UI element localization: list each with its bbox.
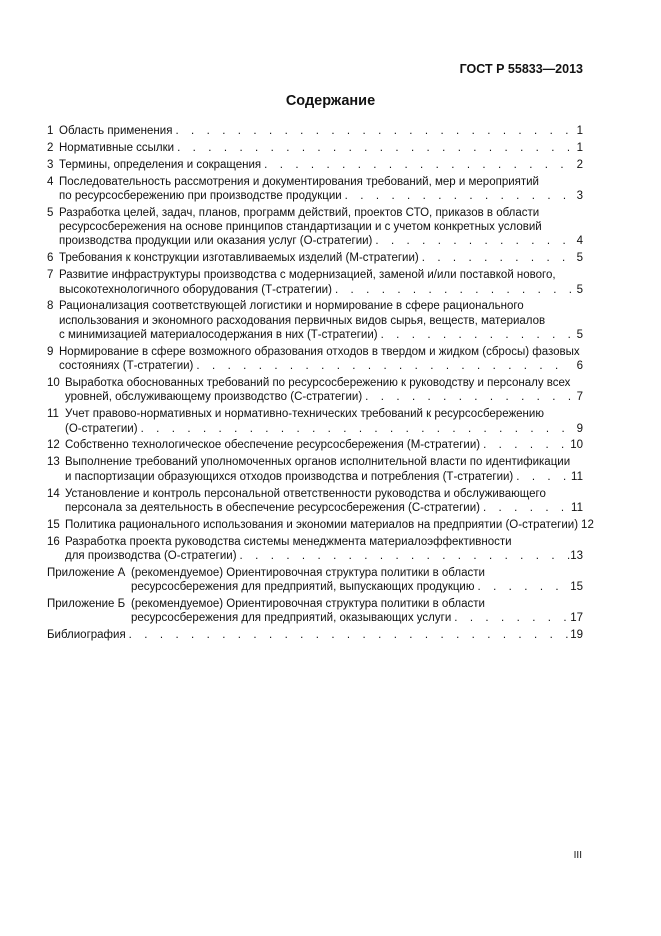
toc-entry-text: Нормирование в сфере возможного образования отходов в твердом и жидком (сбросы) фазовых <box>59 345 580 358</box>
toc-entry-text: для производства (О-стратегии) <box>65 549 237 562</box>
toc-entry-number: 5 <box>47 206 54 219</box>
toc-page-number: 11 <box>571 470 583 483</box>
toc-entry-text: Область применения <box>59 125 173 137</box>
table-of-contents <box>47 124 594 645</box>
dot-leader <box>480 501 571 515</box>
dot-leader <box>513 470 571 484</box>
toc-entry[interactable] <box>47 345 583 374</box>
dot-leader <box>342 189 571 203</box>
toc-entry[interactable] <box>47 206 583 249</box>
toc-entry-text: Учет правово-нормативных и нормативно-технических требований к ресурсосбережению <box>65 408 544 421</box>
toc-entry-number: 8 <box>47 300 54 313</box>
toc-page-number: 12 <box>581 518 594 531</box>
toc-page-number: 1 <box>576 141 583 154</box>
toc-entry-number: 16 <box>47 535 60 548</box>
dot-leader <box>480 438 570 452</box>
toc-entry[interactable] <box>47 597 583 626</box>
page-number: III <box>573 850 582 861</box>
toc-page-number: 1 <box>576 125 583 137</box>
toc-entry[interactable] <box>47 518 594 532</box>
toc-page-number: 7 <box>576 391 583 404</box>
toc-page-number: 5 <box>576 252 583 265</box>
toc-entry-text: (О-стратегии) <box>65 422 138 435</box>
toc-entry-text: уровней, обслуживающему производство (С-стратегии) <box>65 391 363 404</box>
toc-entry-number: 12 <box>47 439 60 452</box>
dot-leader <box>174 141 571 155</box>
toc-entry[interactable] <box>47 566 583 595</box>
toc-entry-number: 4 <box>47 175 54 188</box>
toc-entry[interactable] <box>47 487 583 516</box>
toc-entry-number: Приложение Б <box>47 598 126 610</box>
dot-leader <box>419 251 571 265</box>
toc-entry-text: Разработка проекта руководства системы менеджмента материалоэффективности <box>65 535 512 548</box>
dot-leader <box>362 390 571 404</box>
toc-entry-number: 15 <box>47 518 60 531</box>
toc-entry-text: Термины, определения и сокращения <box>59 158 262 171</box>
dot-leader <box>332 283 571 297</box>
toc-entry[interactable] <box>47 407 583 436</box>
toc-entry[interactable] <box>47 628 583 642</box>
toc-entry-number: 10 <box>47 377 60 390</box>
dot-leader <box>138 422 571 436</box>
toc-entry-text: ресурсосбережения для предприятий, выпускающих продукцию <box>131 581 475 594</box>
page-title: Содержание <box>285 93 376 109</box>
toc-page-number: 19 <box>570 629 583 642</box>
toc-entry[interactable] <box>47 251 583 265</box>
toc-entry[interactable] <box>47 376 583 405</box>
toc-entry-text: высокотехнологичного оборудования (Т-стратегии) <box>59 283 332 296</box>
dot-leader <box>261 158 571 172</box>
toc-entry-text: Разработка целей, задач, планов, программ действий, проектов СТО, приказов в области <box>59 206 540 219</box>
toc-entry-text: производства продукции или оказания услуг (О-стратегии) <box>59 235 373 248</box>
toc-entry[interactable] <box>47 299 583 342</box>
toc-entry-text: по ресурсосбережению при производстве продукции <box>59 189 342 202</box>
toc-page-number: 3 <box>576 189 583 202</box>
toc-entry[interactable] <box>47 438 583 452</box>
toc-entry-text: с минимизацией материалосодержания в них (Т-стратегии) <box>59 329 378 342</box>
toc-entry-text: (рекомендуемое) Ориентировочная структура политики в области <box>131 598 485 610</box>
toc-entry[interactable] <box>47 124 583 138</box>
toc-entry-number: 14 <box>47 487 60 500</box>
dot-leader <box>372 234 571 248</box>
standard-number: ГОСТ Р 55833—2013 <box>459 62 583 76</box>
toc-entry-text: Политика рационального использования и экономии материалов на предприятии (О-стратегии) <box>65 518 579 531</box>
toc-page-number: 11 <box>571 501 583 514</box>
dot-leader <box>193 359 571 373</box>
toc-entry-text: состояниях (Т-стратегии) <box>59 360 194 373</box>
toc-entry-text: Рационализация соответствующей логистики и нормирование в сфере рационального <box>59 300 524 313</box>
toc-entry-number: 2 <box>47 141 54 154</box>
toc-page-number: 2 <box>576 158 583 171</box>
toc-entry-text: (рекомендуемое) Ориентировочная структура политики в области <box>131 566 485 579</box>
toc-entry[interactable] <box>47 175 583 204</box>
toc-page-number: 5 <box>576 283 583 296</box>
toc-entry-number: 7 <box>47 269 54 282</box>
toc-entry-text: Собственно технологическое обеспечение ресурсосбережения (М-стратегии) <box>65 439 481 452</box>
toc-entry-text: Библиография <box>47 629 126 642</box>
toc-entry-number: Приложение А <box>47 566 126 579</box>
toc-entry-text: Выработка обоснованных требований по ресурсосбережению к руководству и персоналу всех <box>65 377 571 390</box>
toc-entry-number: 3 <box>47 158 54 171</box>
toc-page-number: 10 <box>570 439 583 452</box>
toc-entry-number: 9 <box>47 345 54 358</box>
toc-entry[interactable] <box>47 141 583 155</box>
toc-entry[interactable] <box>47 535 583 564</box>
toc-page-number: 4 <box>576 235 583 248</box>
toc-page-number: 9 <box>576 422 583 435</box>
toc-entry-text: персонала за деятельность в обеспечение ресурсосбережения (С-стратегии) <box>65 501 480 514</box>
toc-entry-text: Установление и контроль персональной ответственности руководства и обслуживающего <box>65 487 546 500</box>
toc-entry-text: ресурсосбережения на основе принципов стандартизации и с учетом конкретных условий <box>59 221 542 234</box>
toc-page-number: 13 <box>570 549 583 562</box>
toc-entry-text: ресурсосбережения для предприятий, оказывающих услуги <box>131 612 452 625</box>
toc-entry-text: Нормативные ссылки <box>59 141 175 154</box>
toc-entry-text: и паспортизации образующихся отходов производства и потребления (Т-стратегии) <box>65 470 514 483</box>
dot-leader <box>172 124 571 138</box>
toc-entry-number: 13 <box>47 456 60 469</box>
toc-entry-number: 11 <box>47 408 59 421</box>
toc-entry-text: Последовательность рассмотрения и документирования требований, мер и мероприятий <box>59 175 539 188</box>
toc-page-number: 6 <box>576 360 583 373</box>
toc-entry-number: 1 <box>47 125 54 137</box>
dot-leader <box>474 580 570 594</box>
dot-leader <box>451 611 570 625</box>
toc-page-number: 17 <box>570 612 583 625</box>
toc-entry-text: Требования к конструкции изготавливаемых изделий (М-стратегии) <box>59 252 419 265</box>
dot-leader <box>126 628 571 642</box>
toc-entry[interactable] <box>47 158 583 172</box>
toc-entry[interactable] <box>47 455 583 484</box>
toc-entry-text: Выполнение требований уполномоченных органов исполнительной власти по идентификации <box>65 456 571 469</box>
toc-entry-text: Развитие инфраструктуры производства с модернизацией, заменой и/или поставкой нового, <box>59 269 556 282</box>
toc-page-number: 5 <box>576 329 583 342</box>
dot-leader <box>378 328 571 342</box>
toc-entry-number: 6 <box>47 252 54 265</box>
toc-page-number: 15 <box>570 581 583 594</box>
dot-leader <box>237 549 571 563</box>
toc-entry-text: использования и экономного расходования первичных видов сырья, веществ, материалов <box>59 314 546 327</box>
toc-entry[interactable] <box>47 268 583 297</box>
